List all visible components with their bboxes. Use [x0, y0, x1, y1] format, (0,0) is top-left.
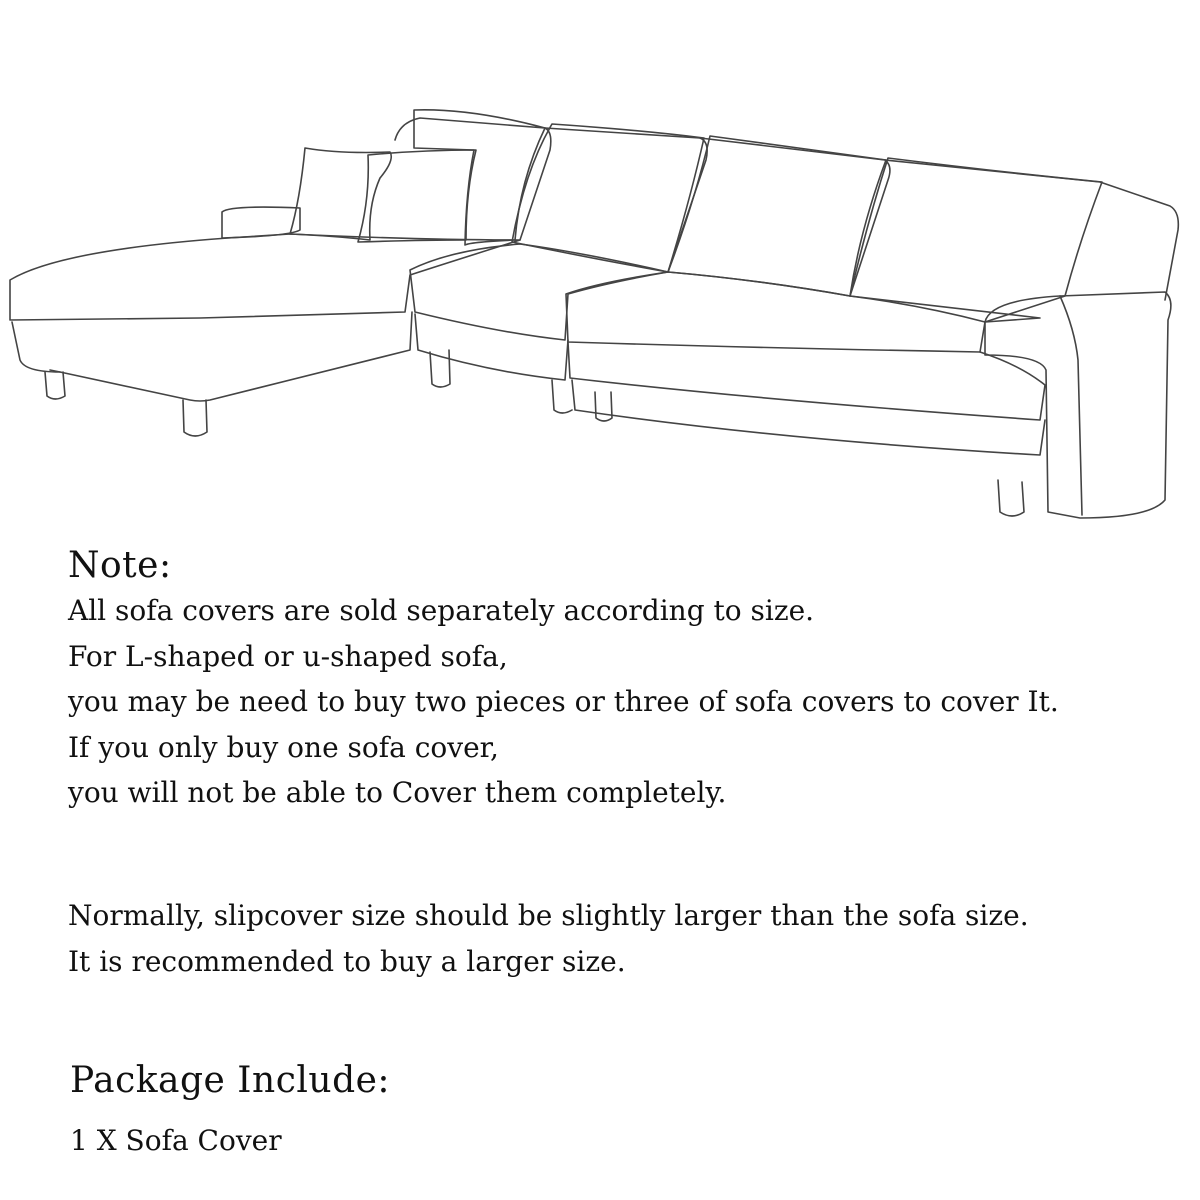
note-line: For L-shaped or u-shaped sofa, — [68, 639, 508, 673]
throw-pillow-2 — [358, 150, 476, 242]
note-paragraph — [68, 588, 1168, 816]
leg-6 — [998, 480, 1024, 516]
main-seat — [566, 272, 1040, 352]
note-line: you may be need to buy two pieces or three of sofa covers to cover It. — [68, 685, 1059, 718]
sizing-paragraph — [68, 893, 1168, 984]
right-armrest — [985, 292, 1171, 518]
throw-pillow-1 — [290, 148, 391, 240]
package-item: 1 X Sofa Cover — [70, 1124, 282, 1157]
leg-2 — [183, 400, 207, 436]
leg-4 — [552, 380, 572, 413]
leg-5 — [595, 392, 612, 421]
main-base — [572, 380, 1045, 455]
chaise-seat — [10, 234, 520, 320]
note-line: All sofa covers are sold separately according to size. — [68, 594, 815, 627]
back-cushion-2 — [512, 124, 704, 272]
sofa-back-end — [885, 160, 1178, 300]
chaise-base — [12, 312, 412, 401]
package-heading: Package Include: — [70, 1060, 391, 1101]
middle-base — [415, 314, 568, 380]
sofa-illustration — [0, 100, 1200, 530]
middle-seat — [410, 244, 668, 340]
sofa-back-right — [700, 138, 890, 296]
back-cushion-3 — [668, 136, 886, 296]
note-line: If you only buy one sofa cover, — [68, 730, 499, 764]
note-heading: Note: — [68, 545, 172, 586]
sizing-line: Normally, slipcover size should be slightly larger than the sofa size. — [68, 899, 1029, 932]
leg-1 — [45, 372, 65, 399]
note-line: you will not be able to Cover them completely. — [68, 776, 727, 809]
sofa-back-middle — [545, 128, 707, 272]
main-seat-front — [568, 342, 1045, 420]
sizing-line: It is recommended to buy a larger size. — [68, 944, 626, 978]
